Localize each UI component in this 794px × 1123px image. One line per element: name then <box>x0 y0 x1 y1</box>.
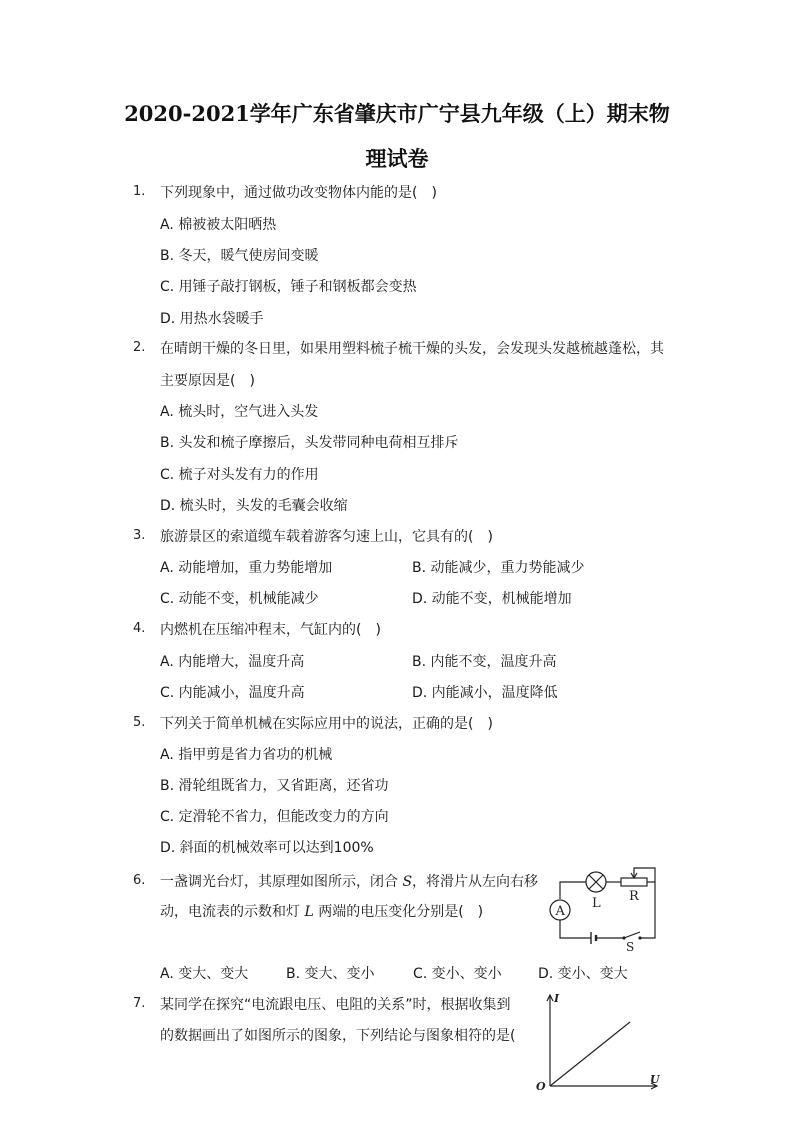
switch-symbol <box>624 932 640 938</box>
q2-number: 2. <box>133 340 146 355</box>
q5-number: 5. <box>133 715 146 730</box>
y-axis-label: I <box>554 992 560 1005</box>
q6-option-c: C. 变小、变小 <box>413 966 502 982</box>
q7-stem-line-1: 某同学在探究“电流跟电压、电阻的关系”时，根据收集到 <box>160 997 511 1013</box>
title-line-2: 理试卷 <box>365 146 429 171</box>
resistor-label: R <box>629 889 639 904</box>
switch-label: S <box>626 940 635 952</box>
q3-option-a: A. 动能增加，重力势能增加 <box>160 560 333 576</box>
resistor-symbol <box>621 878 647 886</box>
origin-label: O <box>536 1080 546 1092</box>
q6-variable-s: S <box>402 874 413 890</box>
q2-option-c: C. 梳子对头发有力的作用 <box>160 467 319 483</box>
q3-option-d: D. 动能不变，机械能增加 <box>412 591 572 607</box>
q6-circuit-diagram <box>540 862 664 952</box>
q7-iu-graph <box>528 986 664 1092</box>
q4-stem: 内燃机在压缩冲程末，气缸内的( ) <box>160 622 381 638</box>
q4-option-d: D. 内能减小，温度降低 <box>412 685 558 701</box>
q6-option-b: B. 变大、变小 <box>286 966 375 982</box>
q5-stem: 下列关于简单机械在实际应用中的说法，正确的是( ) <box>160 716 493 732</box>
x-axis-label: U <box>650 1073 660 1086</box>
q6-stem-line-1: 一盏调光台灯，其原理如图所示，闭合 S，将滑片从左向右移 <box>160 874 539 890</box>
q1-stem: 下列现象中，通过做功改变物体内能的是( ) <box>160 185 437 201</box>
q5-option-d: D. 斜面的机械效率可以达到100% <box>160 840 374 856</box>
q7-number: 7. <box>133 996 146 1011</box>
q2-stem-line-1: 在晴朗干燥的冬日里，如果用塑料梳子梳干燥的头发，会发现头发越梳越蓬松，其 <box>160 341 664 357</box>
q2-stem-line-2: 主要原因是( ) <box>160 373 255 389</box>
q1-option-c: C. 用锤子敲打钢板，锤子和钢板都会变热 <box>160 279 417 295</box>
lamp-label: L <box>592 896 601 911</box>
q3-option-c: C. 动能不变，机械能减少 <box>160 591 319 607</box>
q6-option-a: A. 变大、变大 <box>160 966 249 982</box>
q6-stem-line-2: 动，电流表的示数和灯 L 两端的电压变化分别是( ) <box>160 904 484 920</box>
q1-number: 1. <box>133 184 146 199</box>
q3-number: 3. <box>133 528 146 543</box>
q7-stem-line-2: 的数据画出了如图所示的图象，下列结论与图象相符的是( <box>160 1028 516 1044</box>
iu-line <box>550 1022 630 1086</box>
q1-option-d: D. 用热水袋暖手 <box>160 311 264 327</box>
q1-option-b: B. 冬天，暖气使房间变暖 <box>160 248 319 264</box>
ammeter-label: A <box>555 904 565 919</box>
q5-option-b: B. 滑轮组既省力，又省距离，还省功 <box>160 778 389 794</box>
q3-stem: 旅游景区的索道缆车载着游客匀速上山，它具有的( ) <box>160 529 493 545</box>
q5-option-c: C. 定滑轮不省力，但能改变力的方向 <box>160 809 389 825</box>
q4-number: 4. <box>133 621 146 636</box>
q6-number: 6. <box>133 873 146 888</box>
q2-option-b: B. 头发和梳子摩擦后，头发带同种电荷相互排斥 <box>160 435 459 451</box>
q4-option-a: A. 内能增大，温度升高 <box>160 654 305 670</box>
q6-variable-l: L <box>304 904 314 920</box>
q6-option-d: D. 变小、变大 <box>538 966 628 982</box>
q4-option-b: B. 内能不变，温度升高 <box>412 654 557 670</box>
q1-option-a: A. 棉被被太阳晒热 <box>160 217 277 233</box>
q4-option-c: C. 内能减小，温度升高 <box>160 685 305 701</box>
title-line-1: 2020-2021学年广东省肇庆市广宁县九年级（上）期末物 <box>124 101 670 126</box>
q5-option-a: A. 指甲剪是省力省功的机械 <box>160 747 333 763</box>
q2-option-d: D. 梳头时，头发的毛囊会收缩 <box>160 498 348 514</box>
q2-option-a: A. 梳头时，空气进入头发 <box>160 404 319 420</box>
q3-option-b: B. 动能减少，重力势能减少 <box>412 560 585 576</box>
